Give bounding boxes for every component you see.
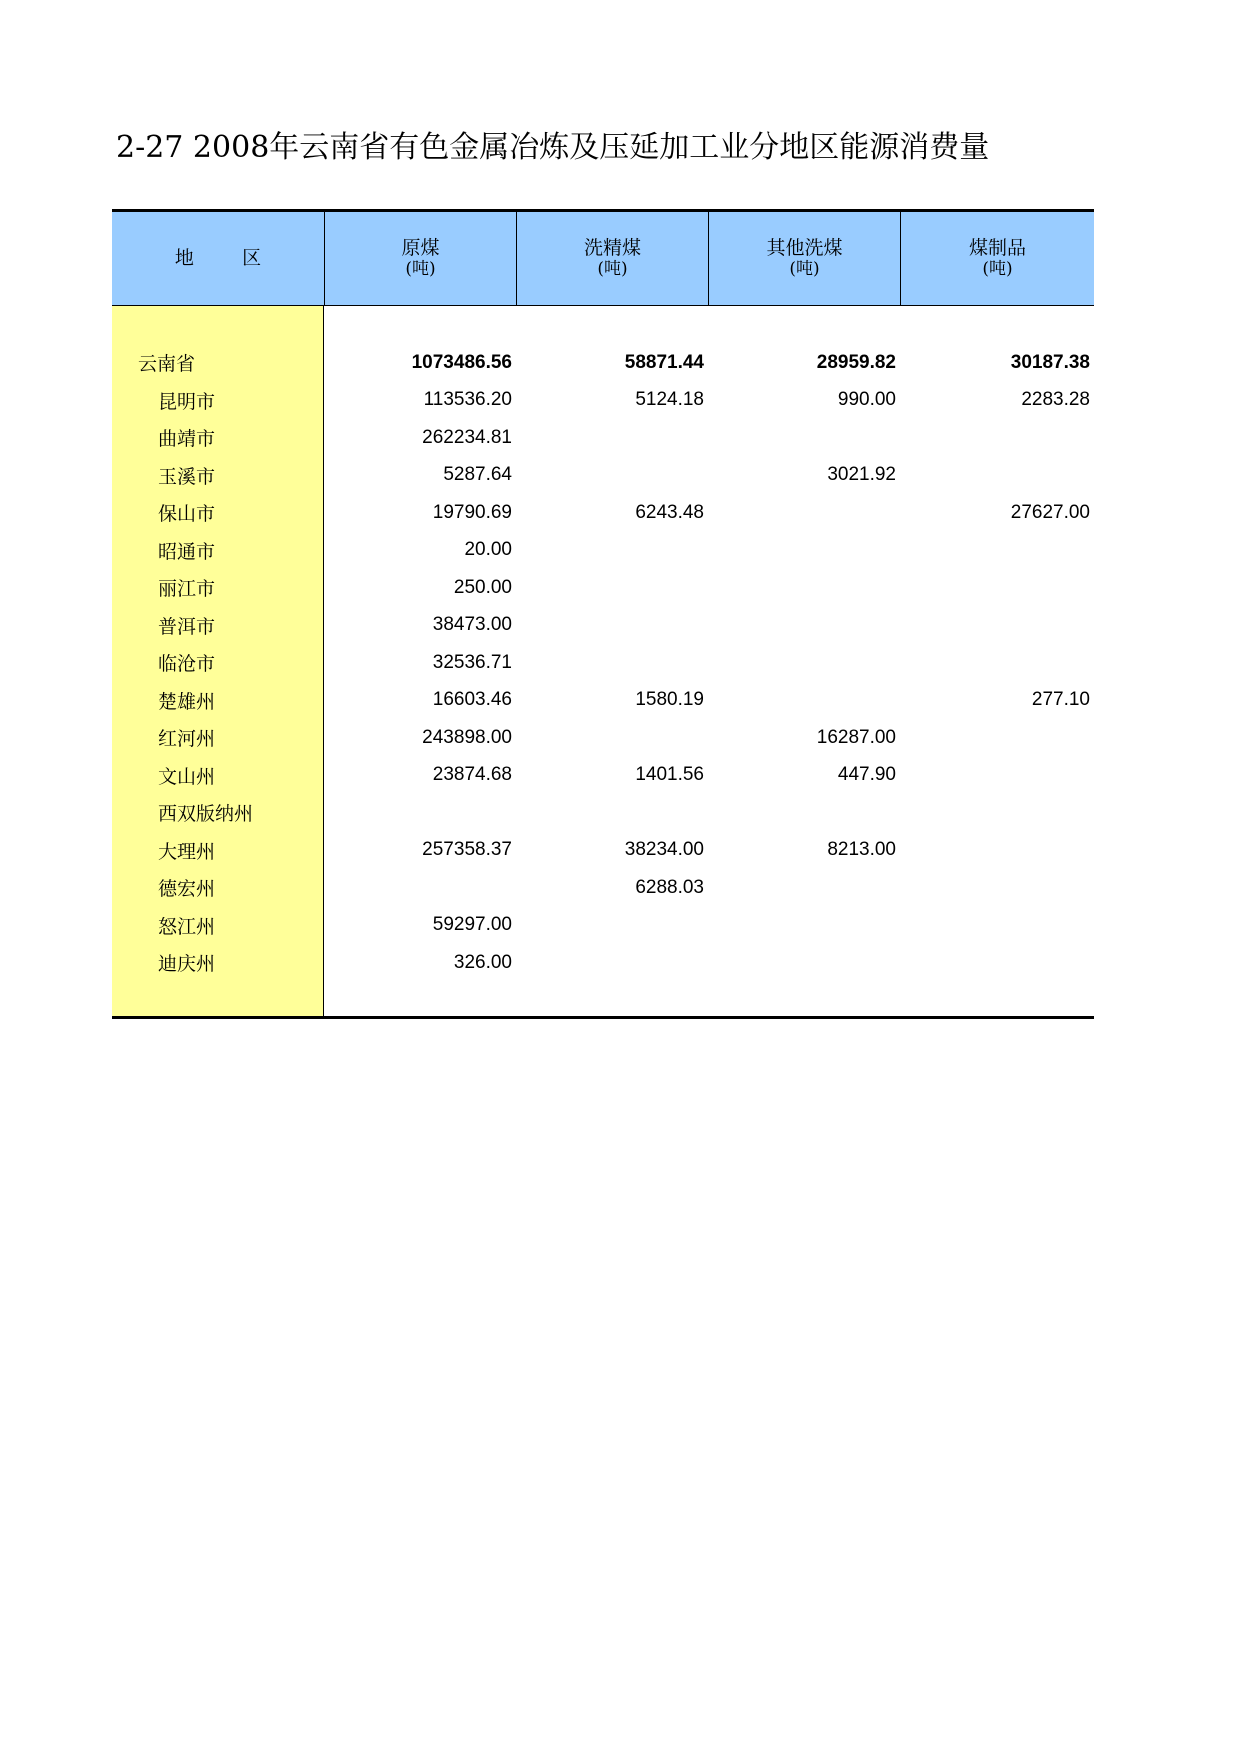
value-cell: 1580.19 <box>635 689 704 711</box>
header-col-unit: (吨) <box>789 258 820 279</box>
value-cell: 5287.64 <box>443 464 512 486</box>
value-cell: 6243.48 <box>635 501 704 523</box>
table-row <box>112 719 1094 757</box>
value-cell: 27627.00 <box>1010 501 1090 523</box>
table-row <box>112 832 1094 870</box>
table-row <box>112 382 1094 420</box>
value-cell: 8213.00 <box>827 839 896 861</box>
header-region-label: 地 区 <box>174 247 262 269</box>
region-name: 大理州 <box>158 840 216 863</box>
table-row <box>112 607 1094 645</box>
header-col-unit: (吨) <box>597 258 628 279</box>
region-name: 红河州 <box>158 728 216 751</box>
energy-table <box>112 209 1094 1019</box>
region-name: 楚雄州 <box>158 690 216 713</box>
value-cell: 447.90 <box>837 764 896 786</box>
region-name: 昭通市 <box>158 540 216 563</box>
table-row <box>112 644 1094 682</box>
region-name: 临沧市 <box>158 653 216 676</box>
region-name: 普洱市 <box>158 615 216 638</box>
header-coal-products <box>900 212 1094 305</box>
value-cell: 2283.28 <box>1021 389 1090 411</box>
table-body <box>112 306 1094 1016</box>
region-name: 怒江州 <box>158 915 216 938</box>
value-cell: 250.00 <box>453 576 512 598</box>
region-name: 文山州 <box>158 765 216 788</box>
value-cell: 30187.38 <box>1010 351 1090 373</box>
table-row <box>112 532 1094 570</box>
value-cell: 3021.92 <box>827 464 896 486</box>
value-cell: 19790.69 <box>432 501 512 523</box>
value-cell: 28959.82 <box>816 351 896 373</box>
value-cell: 16287.00 <box>816 726 896 748</box>
page-title: 2-27 2008年云南省有色金属冶炼及压延加工业分地区能源消费量 <box>116 130 990 165</box>
value-cell: 1073486.56 <box>411 351 512 373</box>
header-raw-coal <box>324 212 516 305</box>
table-row-total <box>112 344 1094 382</box>
table-row <box>112 419 1094 457</box>
value-cell: 32536.71 <box>432 651 512 673</box>
header-col-unit: (吨) <box>982 258 1013 279</box>
value-cell: 20.00 <box>464 539 512 561</box>
value-cell: 262234.81 <box>422 426 512 448</box>
region-name: 西双版纳州 <box>158 803 254 826</box>
value-cell: 5124.18 <box>635 389 704 411</box>
header-col-name: 原煤 <box>401 236 440 259</box>
region-name: 曲靖市 <box>158 428 216 451</box>
table-row <box>112 794 1094 832</box>
value-cell: 23874.68 <box>432 764 512 786</box>
table-row <box>112 869 1094 907</box>
header-col-name: 其他洗煤 <box>766 236 843 259</box>
table-row <box>112 494 1094 532</box>
table-header <box>112 212 1094 306</box>
value-cell: 326.00 <box>453 951 512 973</box>
value-cell: 257358.37 <box>422 839 512 861</box>
value-cell: 6288.03 <box>635 876 704 898</box>
table-row <box>112 944 1094 982</box>
header-col-unit: (吨) <box>405 258 436 279</box>
table-row <box>112 907 1094 945</box>
value-cell: 38234.00 <box>624 839 704 861</box>
region-name: 迪庆州 <box>158 953 216 976</box>
header-region <box>112 212 324 305</box>
value-cell: 16603.46 <box>432 689 512 711</box>
value-cell: 58871.44 <box>624 351 704 373</box>
table-rows <box>112 344 1094 982</box>
header-col-name: 洗精煤 <box>583 236 641 259</box>
table-row <box>112 757 1094 795</box>
value-cell: 1401.56 <box>635 764 704 786</box>
header-col-name: 煤制品 <box>968 236 1026 259</box>
region-name: 保山市 <box>158 503 216 526</box>
value-cell: 59297.00 <box>432 914 512 936</box>
value-cell: 38473.00 <box>432 614 512 636</box>
value-cell: 243898.00 <box>422 726 512 748</box>
table-row <box>112 682 1094 720</box>
table-row <box>112 457 1094 495</box>
header-washed-coal <box>516 212 708 305</box>
value-cell: 277.10 <box>1031 689 1090 711</box>
value-cell: 113536.20 <box>423 389 512 411</box>
header-other-washed-coal <box>708 212 900 305</box>
region-name: 云南省 <box>138 353 196 376</box>
table-row <box>112 569 1094 607</box>
region-name: 昆明市 <box>158 390 216 413</box>
value-cell: 990.00 <box>837 389 896 411</box>
region-name: 玉溪市 <box>158 465 216 488</box>
region-name: 德宏州 <box>158 878 216 901</box>
region-name: 丽江市 <box>158 578 216 601</box>
